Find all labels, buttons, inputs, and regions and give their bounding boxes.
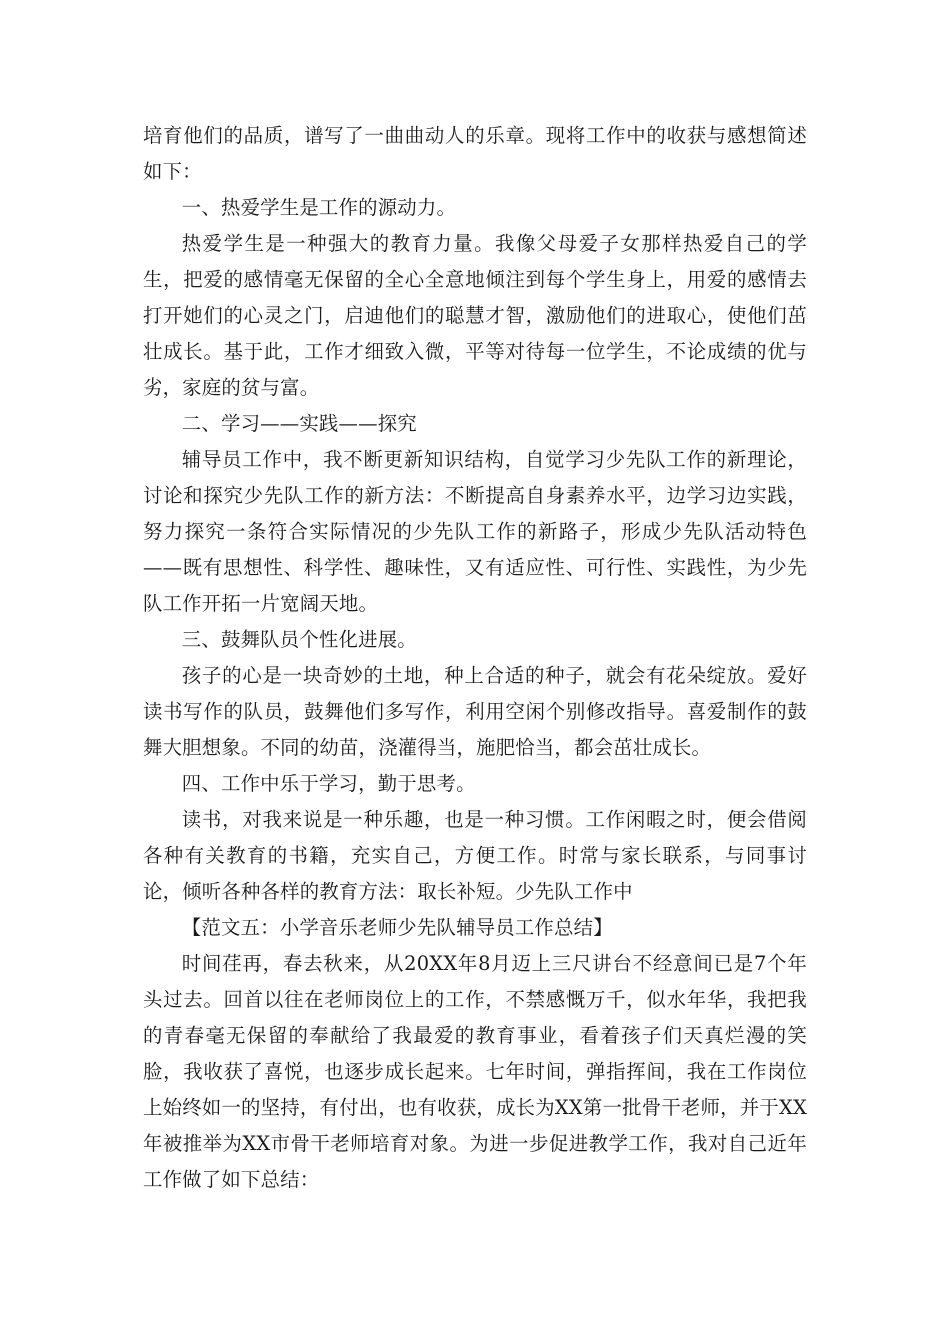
section-heading-4: 四、工作中乐于学习，勤于思考。 [181, 772, 476, 795]
paragraph-seven-years: 时间荏再，春去秋来，从20XX年8月迈上三尺讲台不经意间已是7个年头过去。回首以往在老师岗位上的工作，不禁感慨万千，似水年华，我把我的青春毫无保留的奉献给了我最爱的教育事业，看着孩子们天真烂漫的笑脸，我收获了喜悦，也逐步成长起来。七年时间，弹指挥间，我在工作岗位上始终如一的坚持，有付出，也有收获，成长为XX第一批骨干老师，并于XX年被推举为XX市骨干老师培育对象。为进一步促进教学工作，我对自己近年工作做了如下总结： [143, 952, 807, 1191]
paragraph-learning-practice: 辅导员工作中，我不断更新知识结构，自觉学习少先队工作的新理论，讨论和探究少先队工作的新方法：不断提高自身素养水平，边学习边实践，努力探究一条符合实际情况的少先队工作的新路子，形成少先队活动特色——既有思想性、科学性、趣味性，又有适应性、可行性、实践性，为少先队工作开拓一片宽阔天地。 [143, 448, 807, 615]
paragraph-love-students: 热爱学生是一种强大的教育力量。我像父母爱子女那样热爱自己的学生，把爱的感情毫无保留的全心全意地倾注到每个学生身上，用爱的感情去打开她们的心灵之门，启迪他们的聪慧才智，激励他们的进取心，使他们茁壮成长。基于此，工作才细致入微，平等对待每一位学生，不论成绩的优与劣，家庭的贫与富。 [143, 232, 807, 399]
section-heading-3: 三、鼓舞队员个性化进展。 [181, 628, 417, 651]
document-body [143, 118, 807, 1198]
paragraph-individual-development: 孩子的心是一块奇妙的土地，种上合适的种子，就会有花朵绽放。爱好读书写作的队员，鼓舞他们多写作，利用空闲个别修改指导。喜爱制作的鼓舞大胆想象。不同的幼苗，浇灌得当，施肥恰当，都会茁壮成长。 [143, 664, 807, 759]
sample-essay-title: 【范文五：小学音乐老师少先队辅导员工作总结】 [181, 916, 613, 939]
paragraph-reading-thinking: 读书，对我来说是一种乐趣，也是一种习惯。工作闲暇之时，便会借阅各种有关教育的书籍，充实自己，方便工作。时常与家长联系，与同事讨论，倾听各种各样的教育方法：取长补短。少先队工作中 [143, 808, 807, 903]
section-heading-1: 一、热爱学生是工作的源动力。 [181, 196, 457, 219]
section-heading-2: 二、学习——实践——探究 [181, 412, 417, 435]
paragraph-intro-continued: 培育他们的品质，谱写了一曲曲动人的乐章。现将工作中的收获与感想简述如下： [143, 124, 807, 183]
